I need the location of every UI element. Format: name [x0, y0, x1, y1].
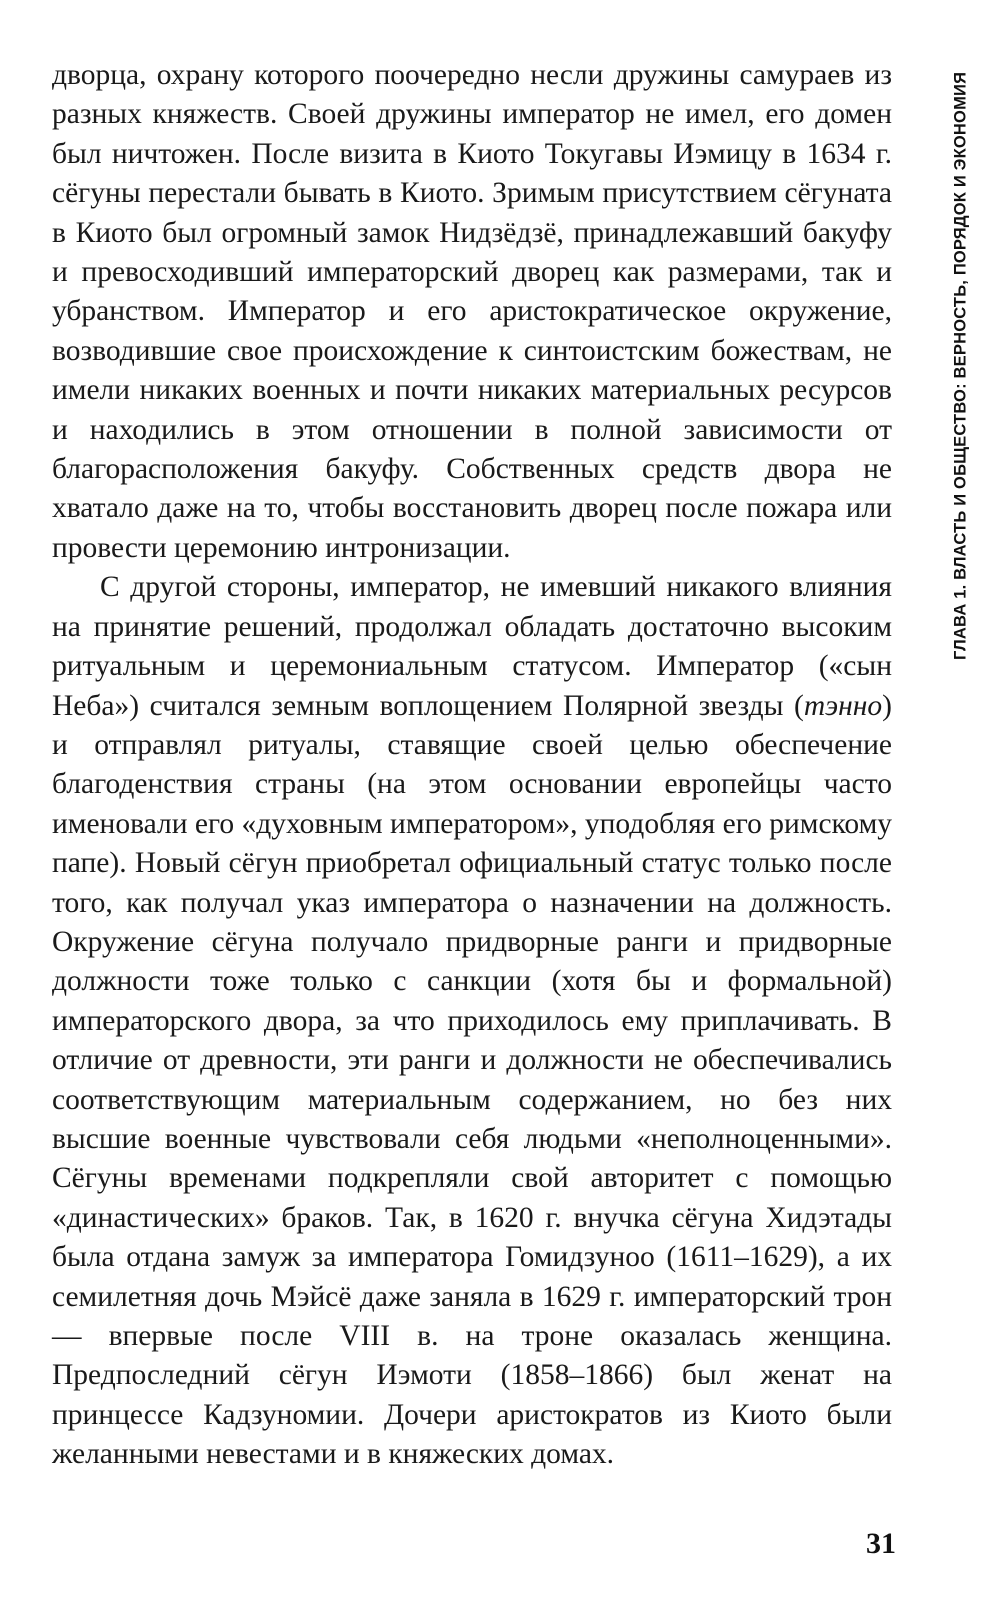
body-text: [52, 56, 892, 1475]
running-head: [938, 60, 984, 660]
italic-term: тэнно: [803, 689, 883, 722]
running-head-text: ГЛАВА 1. ВЛАСТЬ И ОБЩЕСТВО: ВЕРНОСТЬ, ПОРЯДОК И ЭКОНОМИЯ: [951, 71, 970, 660]
paragraph-2-part-1: С другой стороны, император, не имевший никакого влияния на принятие решений, продолжал обладать достаточно высоким ритуальным и церемониальным статусом. Император («сын Неба») считался земным воплощением Полярной звезды (: [52, 571, 892, 722]
paragraph-1: дворца, охрану которого поочередно несли дружины самураев из разных княжеств. Своей дружины император не имел, его домен был ничтожен. После визита в Киото Токугавы Иэмицу в 1634 г. сёгуны перестали бывать в Киото. Зримым присутствием сёгуната в Киото был огромный замок Нидзёдзё, принадлежавший бакуфу и превосходивший императорский дворец как размерами, так и убранством. Император и его аристократическое окружение, возводившие свое происхождение к синтоистским божествам, не имели никаких военных и почти никаких материальных ресурсов и находились в этом отношении в полной зависимости от благорасположения бакуфу. Собственных средств двора не хватало даже на то, чтобы восстановить дворец после пожара или провести церемонию интронизации.: [52, 59, 892, 564]
paragraph-2-part-2: ) и отправлял ритуалы, ставящие своей целью обеспечение благоденствия страны (на этом основании европейцы часто именовали его «духовным императором», уподобляя его римскому папе). Новый сёгун приобретал официальный статус только после того, как получал указ императора о назначении на должность. Окружение сёгуна получало придворные ранги и придворные должности тоже только с санкции (хотя бы и формальной) императорского двора, за что приходилось ему приплачивать. В отличие от древности, эти ранги и должности не обеспечивались соответствующим материальным содержанием, но без них высшие военные чувствовали себя людьми «неполноценными». Сёгуны временами подкрепляли свой авторитет с помощью «династических» браков. Так, в 1620 г. внучка сёгуна Хидэтады была отдана замуж за императора Гомидзуноо (1611–1629), а их семилетняя дочь Мэйсё даже заняла в 1629 г. императорский трон — впервые после VIII в. на троне оказалась женщина. Предпоследний сёгун Иэмоти (1858–1866) был женат на принцессе Кадзуномии. Дочери аристократов из Киото были желанными невестами и в княжеских домах.: [52, 689, 892, 1471]
paragraph-2: [52, 568, 892, 1474]
page-number: 31: [866, 1527, 896, 1560]
